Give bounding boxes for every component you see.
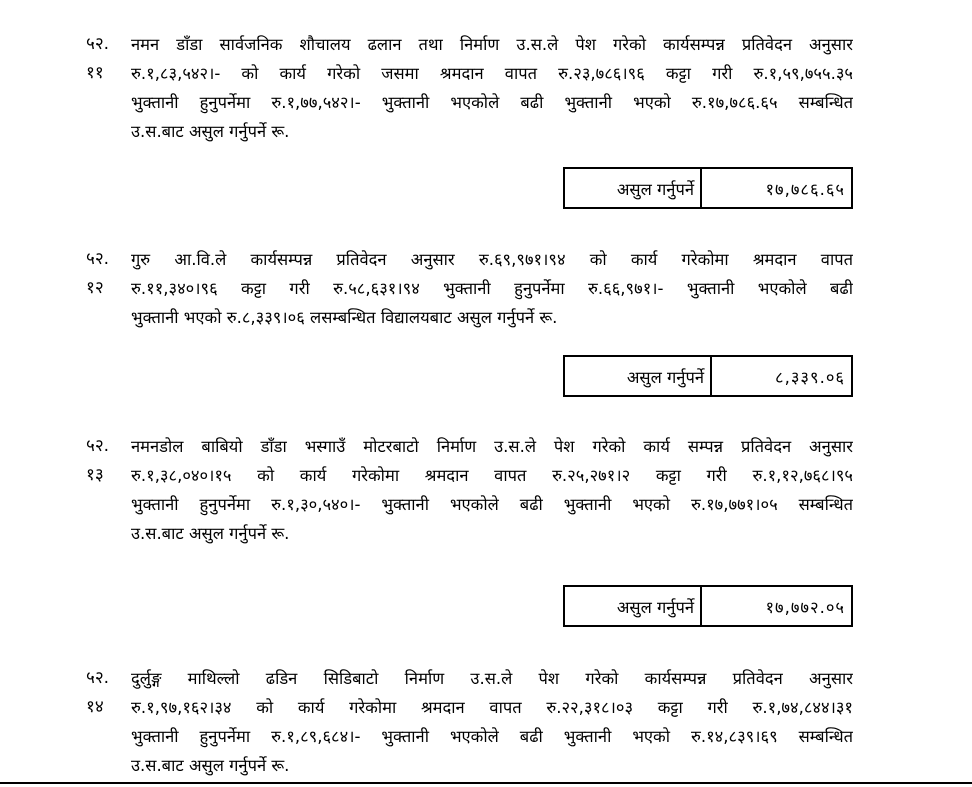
text-line: गुरु आ.वि.ले कार्यसम्पन्न प्रतिवेदन अनुसार रु.६९,९७१।९४ को कार्य गरेकोमा श्रमदान वापत xyxy=(131,250,853,269)
text-line: नमन डाँडा सार्वजनिक शौचालय ढलान तथा निर्माण उ.स.ले पेश गरेको कार्यसम्पन्न प्रतिवेदन अनुसार xyxy=(131,35,853,54)
paragraph-text xyxy=(131,30,853,146)
paragraph-text xyxy=(131,432,853,548)
recovery-amount: १७,७७२.०५ xyxy=(765,597,845,617)
recovery-box xyxy=(563,585,853,627)
paragraph-number-sub: १४ xyxy=(86,697,104,717)
text-line: रु.११,३४०।९६ कट्टा गरी रु.५८,६३१।९४ भुक्तानी हुनुपर्नेमा रु.६६,९७१।- भुक्तानी भएकोले बढी xyxy=(131,279,853,298)
text-line: भुक्तानी हुनुपर्नेमा रु.१,३०,५४०।- भुक्तानी भएकोले बढी भुक्तानी भएको रु.१७,७७१।०५ सम्बन्धित xyxy=(131,495,853,514)
paragraph-number xyxy=(86,664,126,722)
text-line: उ.स.बाट असुल गर्नुपर्ने रू. xyxy=(131,122,290,141)
text-line: उ.स.बाट असुल गर्नुपर्ने रू. xyxy=(131,524,290,543)
paragraph-text xyxy=(131,245,853,332)
paragraph-number-sub: १२ xyxy=(86,278,104,298)
paragraph-number-main: ५२. xyxy=(86,668,110,688)
text-line: भुक्तानी हुनुपर्नेमा रु.१,७७,५४२।- भुक्तानी भएकोले बढी भुक्तानी भएको रु.१७,७८६.६५ सम्बन्धित xyxy=(131,93,853,112)
recovery-box xyxy=(563,355,853,397)
paragraph-number-main: ५२. xyxy=(86,436,110,456)
text-line: भुक्तानी भएको रु.८,३३९।०६ लसम्बन्धित विद्यालयबाट असुल गर्नुपर्ने रू. xyxy=(131,308,558,327)
text-line: रु.१,८३,५४२।- को कार्य गरेको जसमा श्रमदान वापत रु.२३,७८६।९६ कट्टा गरी रु.१,५९,७५५.३५ xyxy=(131,64,853,83)
paragraph-number-sub: १३ xyxy=(86,465,104,485)
paragraph-number-sub: ११ xyxy=(86,63,104,83)
paragraph-number xyxy=(86,432,126,490)
text-line: उ.स.बाट असुल गर्नुपर्ने रू. xyxy=(131,756,290,775)
text-line: रु.१,३८,०४०।१५ को कार्य गरेकोमा श्रमदान वापत रु.२५,२७१।२ कट्टा गरी रु.१,१२,७६८।९५ xyxy=(131,466,853,485)
recovery-amount: ८,३३९.०६ xyxy=(775,367,845,387)
paragraph-number xyxy=(86,30,126,88)
recovery-label: असुल गर्नुपर्ने xyxy=(565,587,702,625)
text-line: रु.१,९७,१६२।३४ को कार्य गरेकोमा श्रमदान वापत रु.२२,३१८।०३ कट्टा गरी रु.१,७४,८४४।३१ xyxy=(131,698,853,717)
paragraph-number-main: ५२. xyxy=(86,249,110,269)
recovery-label: असुल गर्नुपर्ने xyxy=(565,357,712,395)
paragraph-number-main: ५२. xyxy=(86,34,110,54)
text-line: दुर्लुङ्ग माथिल्लो ढडिन सिडिबाटो निर्माण उ.स.ले पेश गरेको कार्यसम्पन्न प्रतिवेदन अनुसार xyxy=(131,669,853,688)
text-line: नमनडोल बाबियो डाँडा भस्गाउँ मोटरबाटो निर्माण उ.स.ले पेश गरेको कार्य सम्पन्न प्रतिवेदन अनुसार xyxy=(131,437,853,456)
recovery-amount: १७,७८६.६५ xyxy=(765,179,845,199)
recovery-box xyxy=(563,167,853,209)
paragraph-number xyxy=(86,245,126,303)
text-line: भुक्तानी हुनुपर्नेमा रु.१,८९,६८४।- भुक्तानी भएकोले बढी भुक्तानी भएको रु.१४,८३९।६९ सम्बन्धित xyxy=(131,727,853,746)
page-bottom-rule xyxy=(0,782,972,784)
paragraph-text xyxy=(131,664,853,780)
recovery-label: असुल गर्नुपर्ने xyxy=(565,169,702,207)
